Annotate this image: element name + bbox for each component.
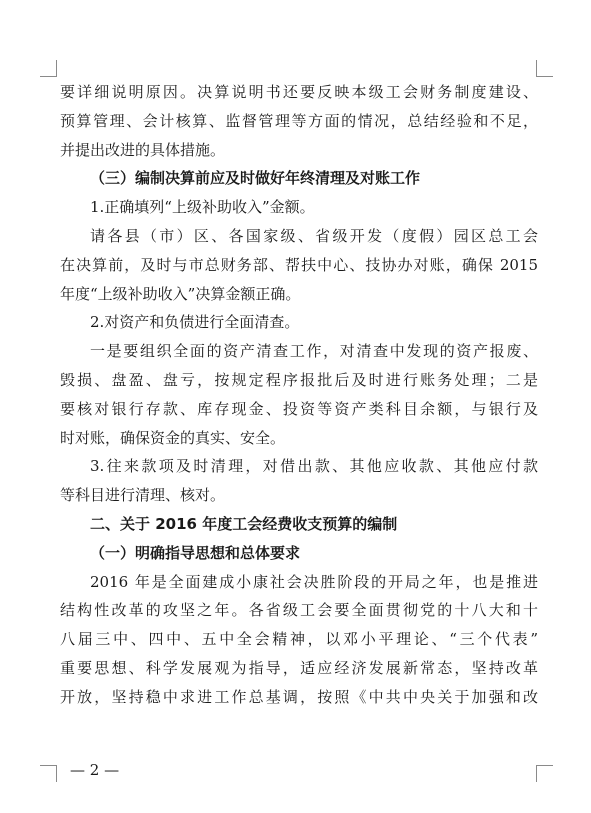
text-line: 毁损、盘盈、盘亏，按规定程序报批后及时进行账务处理；二是 xyxy=(60,370,538,389)
chapter-heading: 二、关于 2016 年度工会经费收支预算的编制 xyxy=(90,514,398,533)
list-item-heading: 1.正确填列“上级补助收入”金额。 xyxy=(90,198,315,217)
text-line: 2016 年是全面建成小康社会决胜阶段的开局之年，也是推进 xyxy=(90,572,538,591)
document-body xyxy=(60,78,538,712)
text-line: 八届三中、四中、五中全会精神，以邓小平理论、“三个代表” xyxy=(60,630,538,649)
text-line: 等科目进行清理、核对。 xyxy=(60,486,226,505)
text-line: 年度“上级补助收入”决算金额正确。 xyxy=(60,284,301,303)
text-line: 要核对银行存款、库存现金、投资等资产类科目余额，与银行及 xyxy=(60,399,538,418)
text-line: 结构性改革的攻坚之年。各省级工会要全面贯彻党的十八大和十 xyxy=(60,601,538,620)
text-line: 时对账，确保资金的真实、安全。 xyxy=(60,428,286,447)
text-line: 一是要组织全面的资产清查工作，对清查中发现的资产报废、 xyxy=(90,342,538,361)
crop-mark-bottom-right xyxy=(536,765,553,782)
text-line: 在决算前，及时与市总财务部、帮扶中心、技协办对账，确保 2015 xyxy=(60,255,538,274)
page-number: — 2 — xyxy=(70,761,120,779)
text-line: 预算管理、会计核算、监督管理等方面的情况，总结经验和不足， xyxy=(60,111,538,130)
crop-mark-top-left xyxy=(40,60,57,77)
crop-mark-bottom-left xyxy=(40,765,57,782)
list-item-heading: 2.对资产和负债进行全面清查。 xyxy=(90,313,300,332)
section-heading: （三）编制决算前应及时做好年终清理及对账工作 xyxy=(90,169,421,188)
text-line: 并提出改进的具体措施。 xyxy=(60,140,226,159)
crop-mark-top-right xyxy=(536,60,553,77)
text-line: 开放，坚持稳中求进工作总基调，按照《中共中央关于加强和改 xyxy=(60,687,538,706)
text-line: 请各县（市）区、各国家级、省级开发（度假）园区总工会 xyxy=(90,226,538,245)
text-line: 要详细说明原因。决算说明书还要反映本级工会财务制度建设、 xyxy=(60,83,538,101)
section-heading: （一）明确指导思想和总体要求 xyxy=(90,543,301,562)
text-line: 重要思想、科学发展观为指导，适应经济发展新常态，坚持改革 xyxy=(60,658,538,677)
list-item-heading: 3.往来款项及时清理，对借出款、其他应收款、其他应付款 xyxy=(90,457,538,476)
